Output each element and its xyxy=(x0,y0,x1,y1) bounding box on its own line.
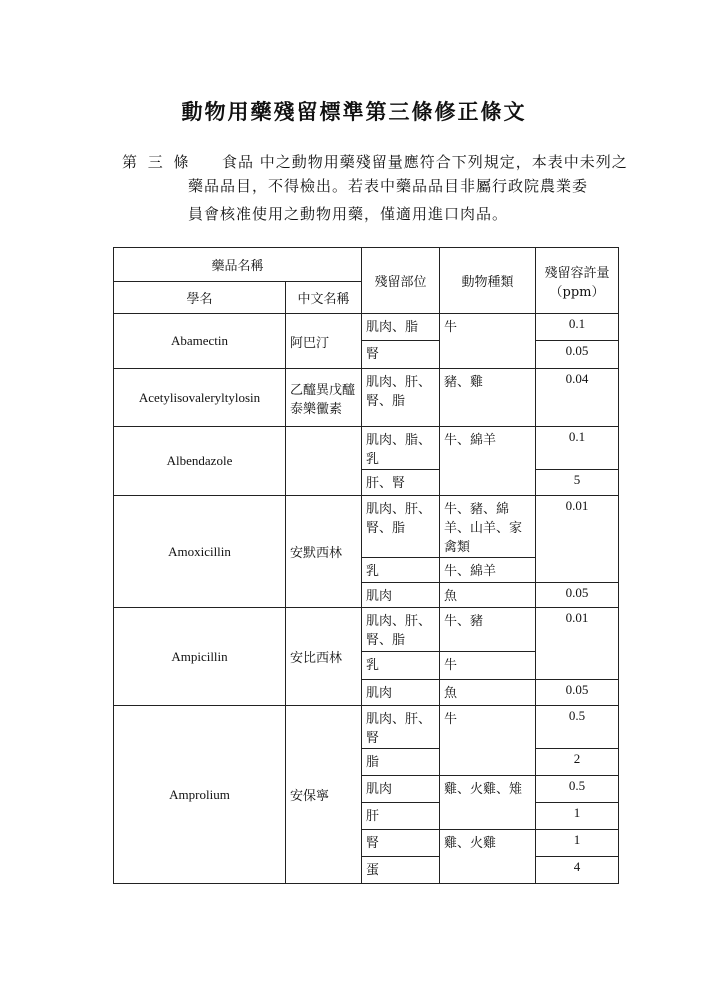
header-drug-name: 藥品名稱 xyxy=(114,248,362,282)
table-row xyxy=(114,496,619,558)
animal-species: 豬、雞 xyxy=(440,369,536,427)
animal-species: 魚 xyxy=(440,583,536,608)
article-line: 食品 中之動物用藥殘留量應符合下列規定，本表中未列之 xyxy=(222,153,628,171)
tolerance-value: 1 xyxy=(536,803,619,830)
residue-part: 肌肉、肝、腎、脂 xyxy=(362,369,440,427)
tolerance-value: 2 xyxy=(536,749,619,776)
animal-species: 牛、豬、綿羊、山羊、家禽類 xyxy=(440,496,536,558)
animal-species: 牛、綿羊 xyxy=(440,427,536,496)
tolerance-value: 0.01 xyxy=(536,496,619,583)
residue-part: 肌肉 xyxy=(362,680,440,706)
drug-chinese-name: 安默西林 xyxy=(286,496,362,608)
tolerance-value: 0.5 xyxy=(536,776,619,803)
article-label: 第 三 條 xyxy=(122,153,192,171)
table-row xyxy=(114,427,619,470)
drug-scientific-name: Ampicillin xyxy=(114,608,286,706)
drug-scientific-name: Abamectin xyxy=(114,314,286,369)
drug-chinese-name: 安比西林 xyxy=(286,608,362,706)
drug-chinese-name: 安保寧 xyxy=(286,706,362,884)
residue-part: 肌肉、脂、乳 xyxy=(362,427,440,470)
animal-species: 牛 xyxy=(440,314,536,369)
table-row xyxy=(114,314,619,341)
residue-part: 肝 xyxy=(362,803,440,830)
animal-species: 魚 xyxy=(440,680,536,706)
residue-part: 肌肉 xyxy=(362,776,440,803)
animal-species: 牛、豬 xyxy=(440,608,536,652)
residue-part: 肌肉、肝、腎、脂 xyxy=(362,608,440,652)
drug-scientific-name: Amoxicillin xyxy=(114,496,286,608)
article-line: 藥品品目，不得檢出。若表中藥品品目非屬行政院農業委 xyxy=(188,177,589,195)
header-tolerance-label: 殘留容許量 xyxy=(544,265,610,281)
tolerance-value: 0.04 xyxy=(536,369,619,427)
tolerance-value: 0.1 xyxy=(536,314,619,341)
tolerance-value: 5 xyxy=(536,470,619,496)
tolerance-value: 0.5 xyxy=(536,706,619,749)
table-row xyxy=(114,608,619,652)
header-tolerance-unit: （ppm） xyxy=(549,284,605,300)
tolerance-value: 0.01 xyxy=(536,608,619,680)
residue-part: 肝、腎 xyxy=(362,470,440,496)
residue-part: 肌肉 xyxy=(362,583,440,608)
drug-chinese-name: 乙醯異戊醯泰樂黴素 xyxy=(286,369,362,427)
table-row xyxy=(114,706,619,749)
tolerance-value: 0.05 xyxy=(536,341,619,369)
tolerance-value: 0.05 xyxy=(536,583,619,608)
animal-species: 牛 xyxy=(440,706,536,776)
drug-residue-table xyxy=(113,247,619,884)
drug-scientific-name: Albendazole xyxy=(114,427,286,496)
document-title: 動物用藥殘留標準第三條修正條文 xyxy=(181,99,527,124)
drug-scientific-name: Acetylisovaleryltylosin xyxy=(114,369,286,427)
tolerance-value: 1 xyxy=(536,830,619,857)
drug-scientific-name: Amprolium xyxy=(114,706,286,884)
residue-part: 蛋 xyxy=(362,857,440,884)
header-residue-part: 殘留部位 xyxy=(362,248,440,314)
tolerance-value: 0.05 xyxy=(536,680,619,706)
residue-part: 乳 xyxy=(362,652,440,680)
drug-chinese-name: 阿巴汀 xyxy=(286,314,362,369)
tolerance-value: 4 xyxy=(536,857,619,884)
animal-species: 雞、火雞 xyxy=(440,830,536,884)
residue-part: 肌肉、脂 xyxy=(362,314,440,341)
animal-species: 牛、綿羊 xyxy=(440,558,536,583)
residue-part: 腎 xyxy=(362,341,440,369)
animal-species: 雞、火雞、雉 xyxy=(440,776,536,830)
residue-part: 腎 xyxy=(362,830,440,857)
drug-chinese-name xyxy=(286,427,362,496)
header-chinese-name: 中文名稱 xyxy=(286,282,362,314)
residue-part: 肌肉、肝、腎 xyxy=(362,706,440,749)
header-tolerance xyxy=(536,248,619,314)
residue-part: 乳 xyxy=(362,558,440,583)
article-line: 員會核准使用之動物用藥，僅適用進口肉品。 xyxy=(188,205,509,223)
table-row xyxy=(114,369,619,427)
tolerance-value: 0.1 xyxy=(536,427,619,470)
residue-part: 肌肉、肝、腎、脂 xyxy=(362,496,440,558)
animal-species: 牛 xyxy=(440,652,536,680)
header-animal-species: 動物種類 xyxy=(440,248,536,314)
residue-part: 脂 xyxy=(362,749,440,776)
header-scientific-name: 學名 xyxy=(114,282,286,314)
